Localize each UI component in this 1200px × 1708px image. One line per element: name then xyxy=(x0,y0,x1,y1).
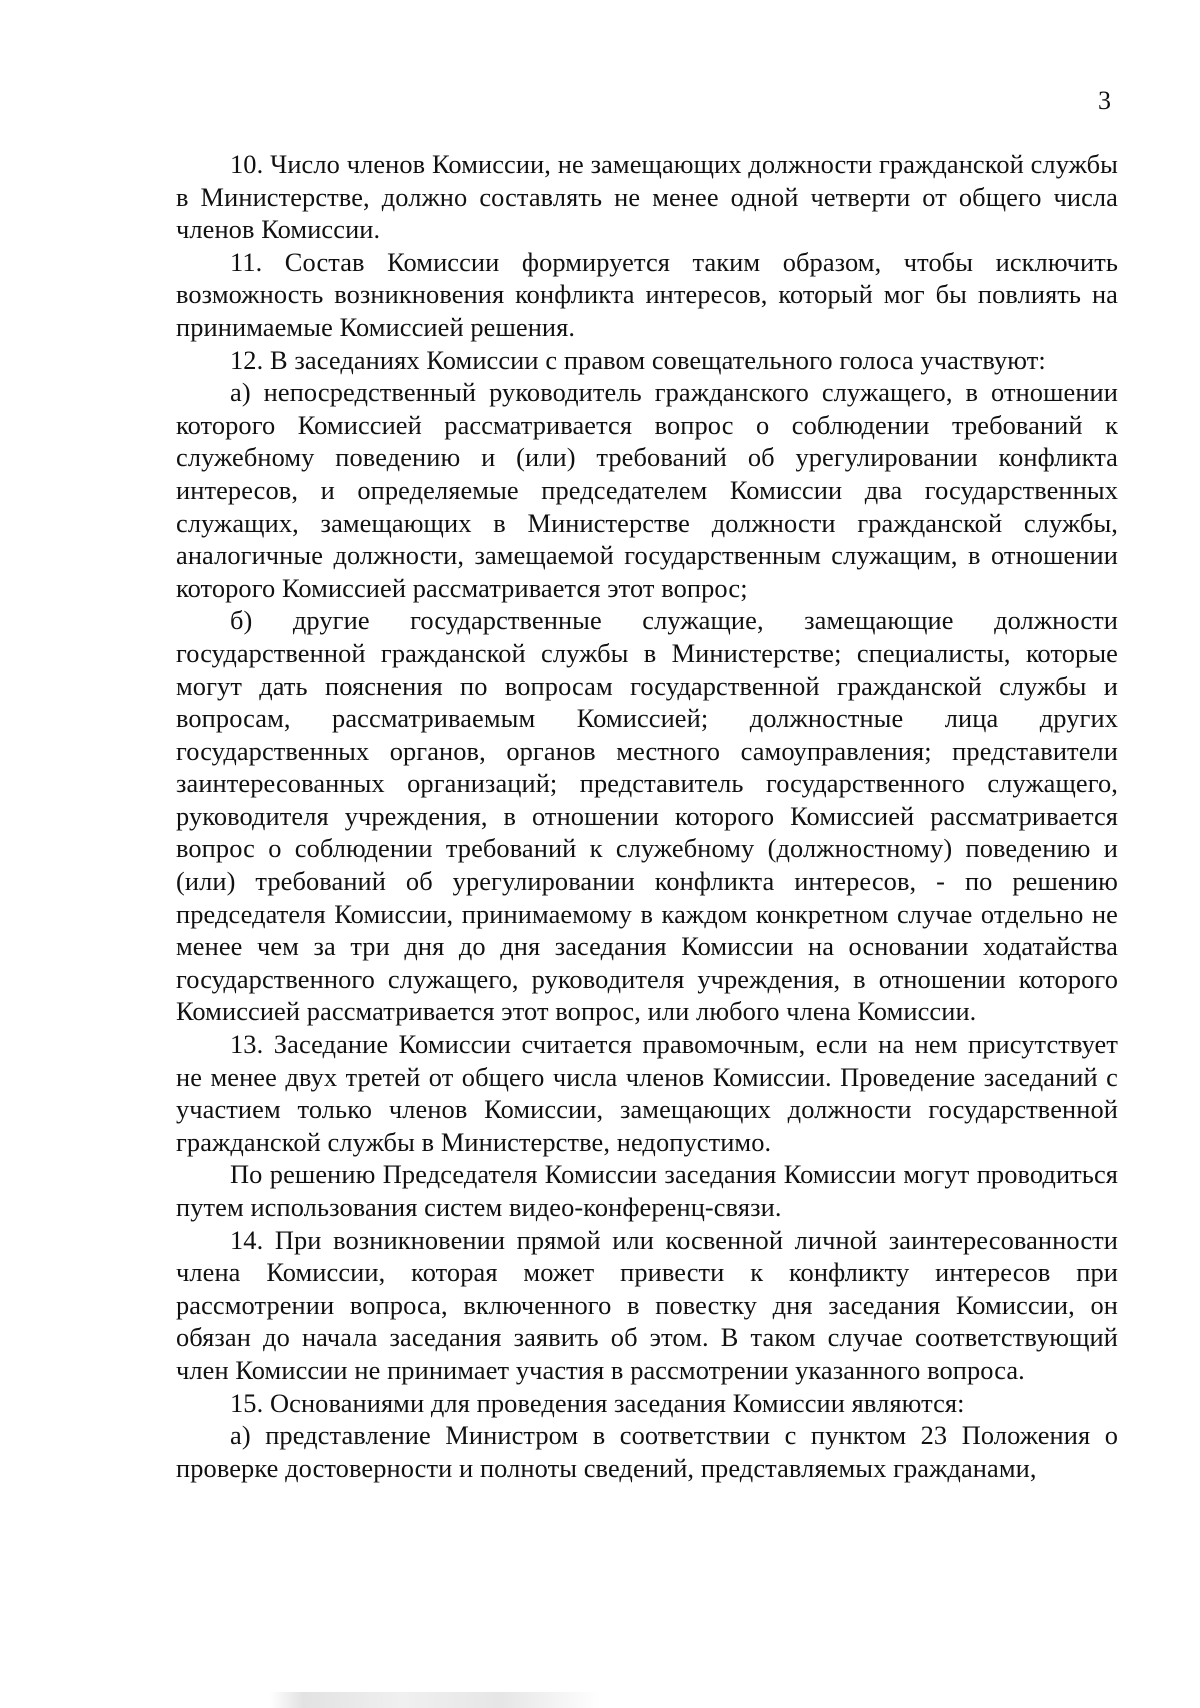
paragraph-14: 14. При возникновении прямой или косвенной личной заинтересованности члена Комиссии, которая может привести к конфликту интересов при рассмотрении вопроса, включенного в повестку дня заседания Комиссии, он обязан до начала заседания заявить об этом. В таком случае соответствующий член Комиссии не принимает участия в рассмотрении указанного вопроса. xyxy=(176,1224,1118,1385)
page-number: 3 xyxy=(1098,86,1111,115)
paragraph-12-b: б) другие государственные служащие, замещающие должности государственной гражданской службы в Министерстве; специалисты, которые могут дать пояснения по вопросам государственной гражданской службы и вопросам, рассматриваемым Комиссией; должностные лица других государственных органов, органов местного самоуправления; представители заинтересованных организаций; представитель государственного служащего, руководителя учреждения, в отношении которого Комиссией рассматривается вопрос о соблюдении требований к служебному (должностному) поведению и (или) требований об урегулировании конфликта интересов, - по решению председателя Комиссии, принимаемому в каждом конкретном случае отдельно не менее чем за три дня до дня заседания Комиссии на основании ходатайства государственного служащего, руководителя учреждения, в отношении которого Комиссией рассматривается этот вопрос, или любого члена Комиссии. xyxy=(176,605,1118,1027)
paragraph-13-video: По решению Председателя Комиссии заседания Комиссии могут проводиться путем использования систем видео-конференц-связи. xyxy=(176,1159,1118,1222)
paragraph-13: 13. Заседание Комиссии считается правомочным, если на нем присутствует не менее двух третей от общего числа членов Комиссии. Проведение заседаний с участием только членов Комиссии, замещающих должности государственной гражданской службы в Министерстве, недопустимо. xyxy=(176,1029,1118,1157)
paragraph-12-a: а) непосредственный руководитель гражданского служащего, в отношении которого Комиссией рассматривается вопрос о соблюдении требований к служебному поведению и (или) требований об урегулировании конфликта интересов, и определяемые председателем Комиссии два государственных служащих, замещающих в Министерстве должности гражданской службы, аналогичные должности, замещаемой государственным служащим, в отношении которого Комиссией рассматривается этот вопрос; xyxy=(176,377,1118,603)
paragraph-12: 12. В заседаниях Комиссии с правом совещательного голоса участвуют: xyxy=(230,344,1046,375)
document-body xyxy=(176,148,1118,1484)
scan-artifact xyxy=(270,1692,600,1708)
paragraph-11: 11. Состав Комиссии формируется таким образом, чтобы исключить возможность возникновения конфликта интересов, который мог бы повлиять на принимаемые Комиссией решения. xyxy=(176,246,1118,342)
paragraph-15-a: а) представление Министром в соответствии с пунктом 23 Положения о проверке достоверности и полноты сведений, представляемых гражданами, xyxy=(176,1420,1118,1483)
paragraph-10: 10. Число членов Комиссии, не замещающих должности гражданской службы в Министерстве, должно составлять не менее одной четверти от общего числа членов Комиссии. xyxy=(176,149,1118,245)
paragraph-15: 15. Основаниями для проведения заседания Комиссии являются: xyxy=(230,1387,965,1418)
